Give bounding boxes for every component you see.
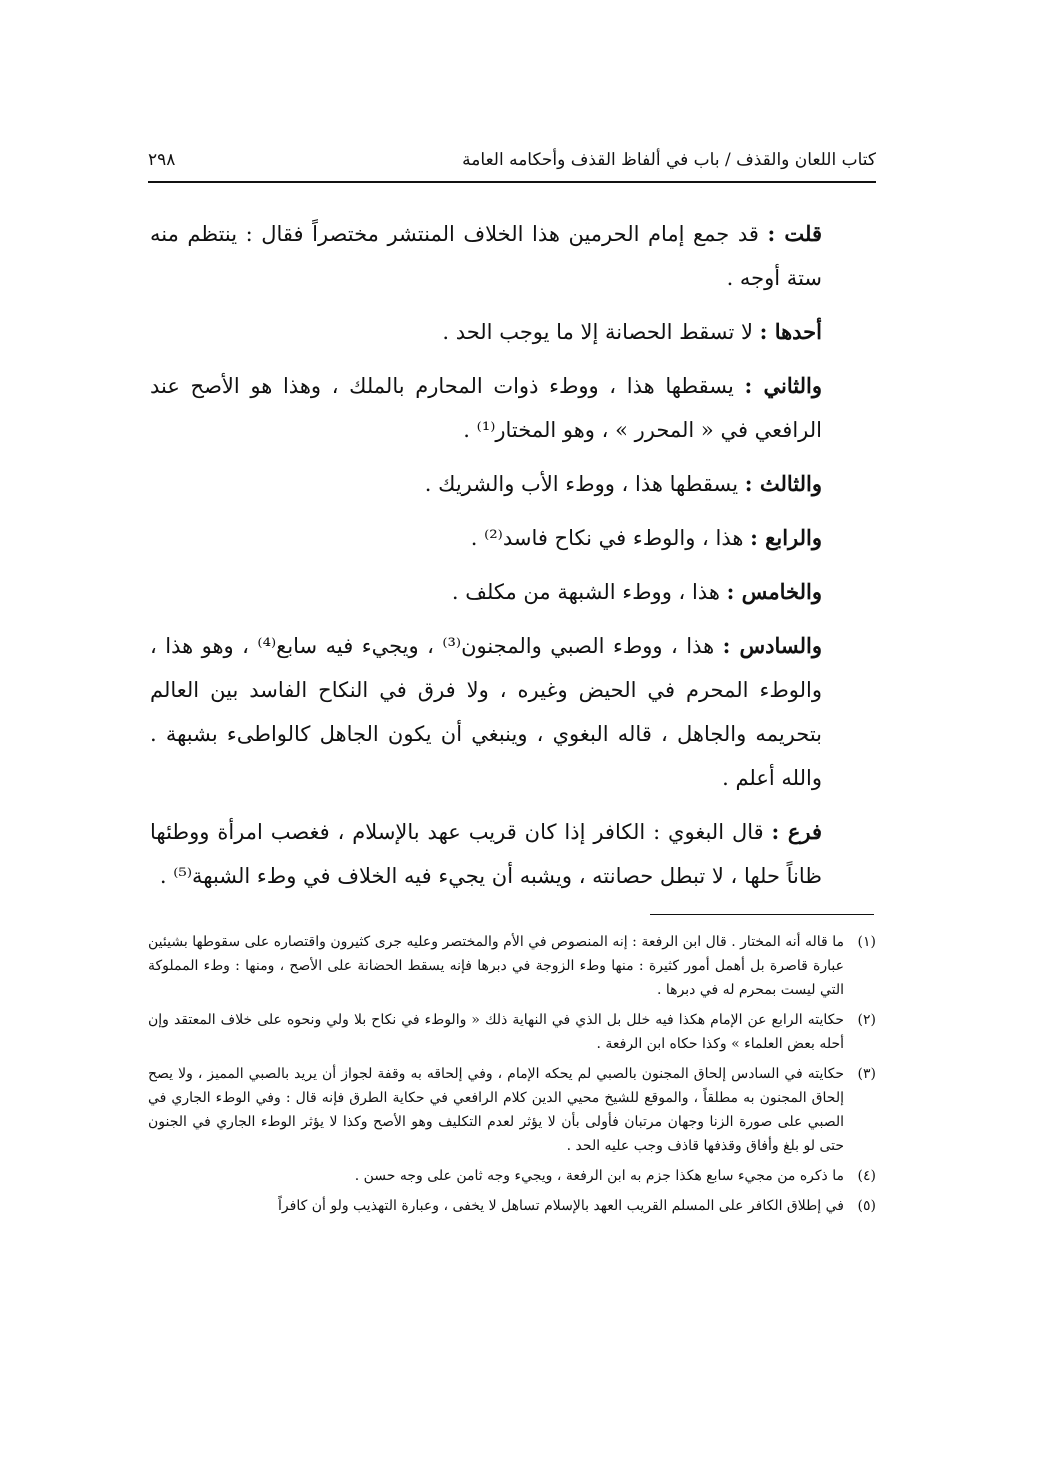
footnote: [148, 1008, 876, 1056]
footnote: [148, 930, 876, 1002]
footnote-text: حكايته الرابع عن الإمام هكذا فيه خلل بل الذي في النهاية ذلك « والوطء في نكاح بلا ولي ونحوه على خلاف المعتقد وإن أحله بعض العلماء » وكذا حكاه ابن الرفعة .: [148, 1012, 844, 1052]
footnote-number: (٣): [857, 1066, 876, 1082]
paragraph: [150, 810, 876, 898]
footnote-text: في إطلاق الكافر على المسلم القريب العهد بالإسلام تساهل لا يخفى ، وعبارة التهذيب ولو أن كافراً: [278, 1198, 844, 1214]
main-text: [150, 212, 876, 908]
paragraph-lead: والسادس :: [722, 633, 822, 658]
footnotes: [148, 930, 876, 1224]
footnote-rule: [650, 914, 874, 915]
footnote: [148, 1164, 876, 1188]
paragraph-text: هذا ، ووطء الصبي والمجنون⁽³⁾ ، ويجيء فيه سابع⁽⁴⁾ ، وهو هذا ، والوطء المحرم في الحيض وغيره ، ولا فرق في النكاح الفاسد بين العالم بتحريمه والجاهل ، قاله البغوي ، وينبغي أن يكون الجاهل كالواطىء بشبهة . والله أعلم .: [150, 634, 822, 790]
paragraph: [150, 516, 876, 560]
paragraph-lead: فرع :: [771, 819, 822, 844]
paragraph-text: قد جمع إمام الحرمين هذا الخلاف المنتشر مختصراً فقال : ينتظم منه ستة أوجه .: [150, 222, 822, 290]
footnote-text: ما قاله أنه المختار . قال ابن الرفعة : إنه المنصوص في الأم والمختصر وعليه جرى كثيرون واقتصاره على سقوطها بشيئين عبارة قاصرة بل أهمل أمور كثيرة : منها وطء الزوجة في دبرها فإنه يسقط الحضانة على الأصح ، ومنها : وطء المملوكة التي ليست بمحرم له في دبرها .: [148, 934, 844, 998]
header-rule: [148, 181, 876, 183]
paragraph-text: يسقطها هذا ، ووطء الأب والشريك .: [424, 472, 745, 496]
paragraph-lead: أحدها :: [759, 319, 822, 344]
paragraph-text: قال البغوي : الكافر إذا كان قريب عهد بالإسلام ، فغصب امرأة ووطئها ظاناً حلها ، لا تبطل حصانته ، ويشبه أن يجيء فيه الخلاف في وطء الشبهة⁽⁵⁾ .: [150, 820, 822, 888]
footnote-number: (٢): [857, 1012, 876, 1028]
paragraph-text: هذا ، ووطء الشبهة من مكلف .: [451, 580, 727, 604]
paragraph-lead: قلت :: [767, 221, 822, 246]
paragraph-text: يسقطها هذا ، ووطء ذوات المحارم بالملك ، وهذا هو الأصح عند الرافعي في « المحرر » ، وهو المختار⁽¹⁾ .: [150, 374, 822, 442]
paragraph: [150, 364, 876, 452]
paragraph: [150, 310, 876, 354]
paragraph: [150, 570, 876, 614]
page-number: ٢٩٨: [148, 150, 176, 170]
running-header: [148, 142, 876, 178]
footnote-number: (١): [857, 934, 876, 950]
running-title: كتاب اللعان والقذف / باب في ألفاظ القذف وأحكامه العامة: [462, 150, 876, 170]
footnote-text: حكايته في السادس إلحاق المجنون بالصبي لم يحكه الإمام ، وفي إلحاقه به وقفة لجواز أن يريد بالصبي المميز ، ولا يصح إلحاق المجنون به مطلقاً ، والموقع للشيخ محيي الدين كلام الرافعي في حكاية الطرق فإنه قال : وفي الوطء الجاري في الصبي على صورة الزنا وجهان مرتبان فأولى بأن لا يؤثر لعدم التكليف وهو الأصح وكذا لا يؤثر الوطء الجاري في الجنون حتى لو بلغ وأفاق وقذفها قاذف وجب عليه الحد .: [148, 1066, 844, 1154]
paragraph-lead: والثاني :: [744, 373, 822, 398]
paragraph-lead: والخامس :: [726, 579, 822, 604]
footnote: [148, 1194, 876, 1218]
paragraph-text: هذا ، والوطء في نكاح فاسد⁽²⁾ .: [470, 526, 751, 550]
paragraph-text: لا تسقط الحصانة إلا ما يوجب الحد .: [442, 320, 760, 344]
footnote-number: (٥): [857, 1198, 876, 1214]
footnote-number: (٤): [857, 1168, 876, 1184]
paragraph: [150, 212, 876, 300]
footnote: [148, 1062, 876, 1158]
paragraph: [150, 462, 876, 506]
paragraph-lead: والثالث :: [744, 471, 822, 496]
footnote-text: ما ذكره من مجيء سابع هكذا جزم به ابن الرفعة ، ويجيء وجه ثامن على وجه حسن .: [354, 1168, 844, 1184]
paragraph-lead: والرابع :: [750, 525, 822, 550]
paragraph: [150, 624, 876, 800]
